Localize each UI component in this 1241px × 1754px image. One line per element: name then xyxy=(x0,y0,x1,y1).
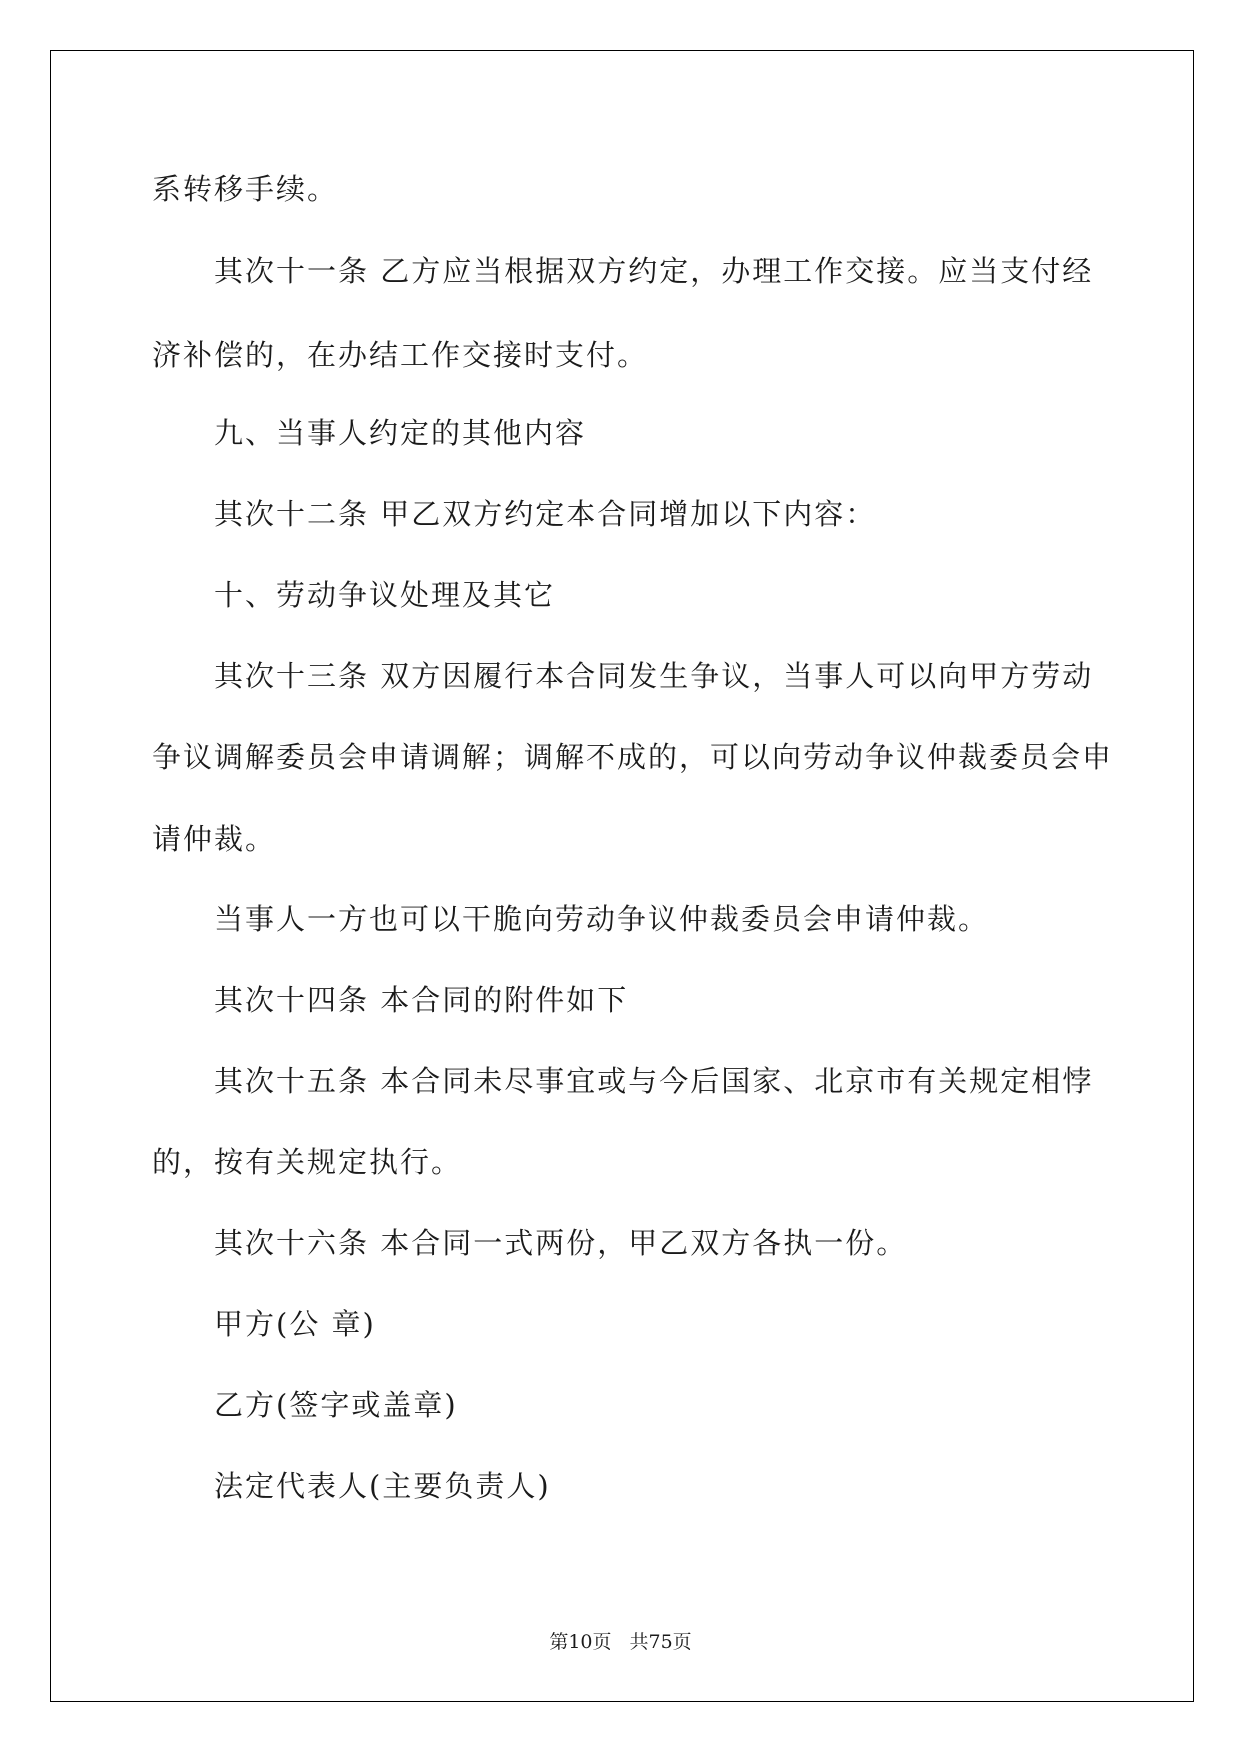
paragraph-line: 其次十一条 乙方应当根据双方约定，办理工作交接。应当支付经 xyxy=(214,254,1094,288)
signature-line-party-a: 甲方(公 章) xyxy=(214,1307,376,1341)
paragraph-line: 其次十二条 甲乙双方约定本合同增加以下内容： xyxy=(214,497,877,531)
page-frame xyxy=(50,50,1194,1702)
page-total: 共75页 xyxy=(629,1631,692,1653)
paragraph-line: 其次十三条 双方因履行本合同发生争议，当事人可以向甲方劳动 xyxy=(214,659,1094,693)
page-number: 第10页 xyxy=(549,1631,612,1653)
paragraph-line: 其次十四条 本合同的附件如下 xyxy=(214,983,629,1017)
paragraph-line: 当事人一方也可以干脆向劳动争议仲裁委员会申请仲裁。 xyxy=(214,902,990,936)
section-heading: 十、劳动争议处理及其它 xyxy=(214,578,556,612)
signature-line-party-b: 乙方(签字或盖章) xyxy=(214,1388,458,1422)
paragraph-line: 其次十五条 本合同未尽事宜或与今后国家、北京市有关规定相悖 xyxy=(214,1064,1094,1098)
paragraph-line: 争议调解委员会申请调解；调解不成的，可以向劳动争议仲裁委员会申 xyxy=(152,740,1114,774)
page-footer xyxy=(0,1630,1241,1654)
paragraph-line: 请仲裁。 xyxy=(152,822,277,856)
section-heading: 九、当事人约定的其他内容 xyxy=(214,416,587,450)
paragraph-line: 济补偿的，在办结工作交接时支付。 xyxy=(152,338,649,372)
paragraph-line: 的，按有关规定执行。 xyxy=(152,1145,463,1179)
paragraph-line: 系转移手续。 xyxy=(152,172,339,206)
signature-line-legal-rep: 法定代表人(主要负责人) xyxy=(214,1469,551,1503)
paragraph-line: 其次十六条 本合同一式两份，甲乙双方各执一份。 xyxy=(214,1226,908,1260)
